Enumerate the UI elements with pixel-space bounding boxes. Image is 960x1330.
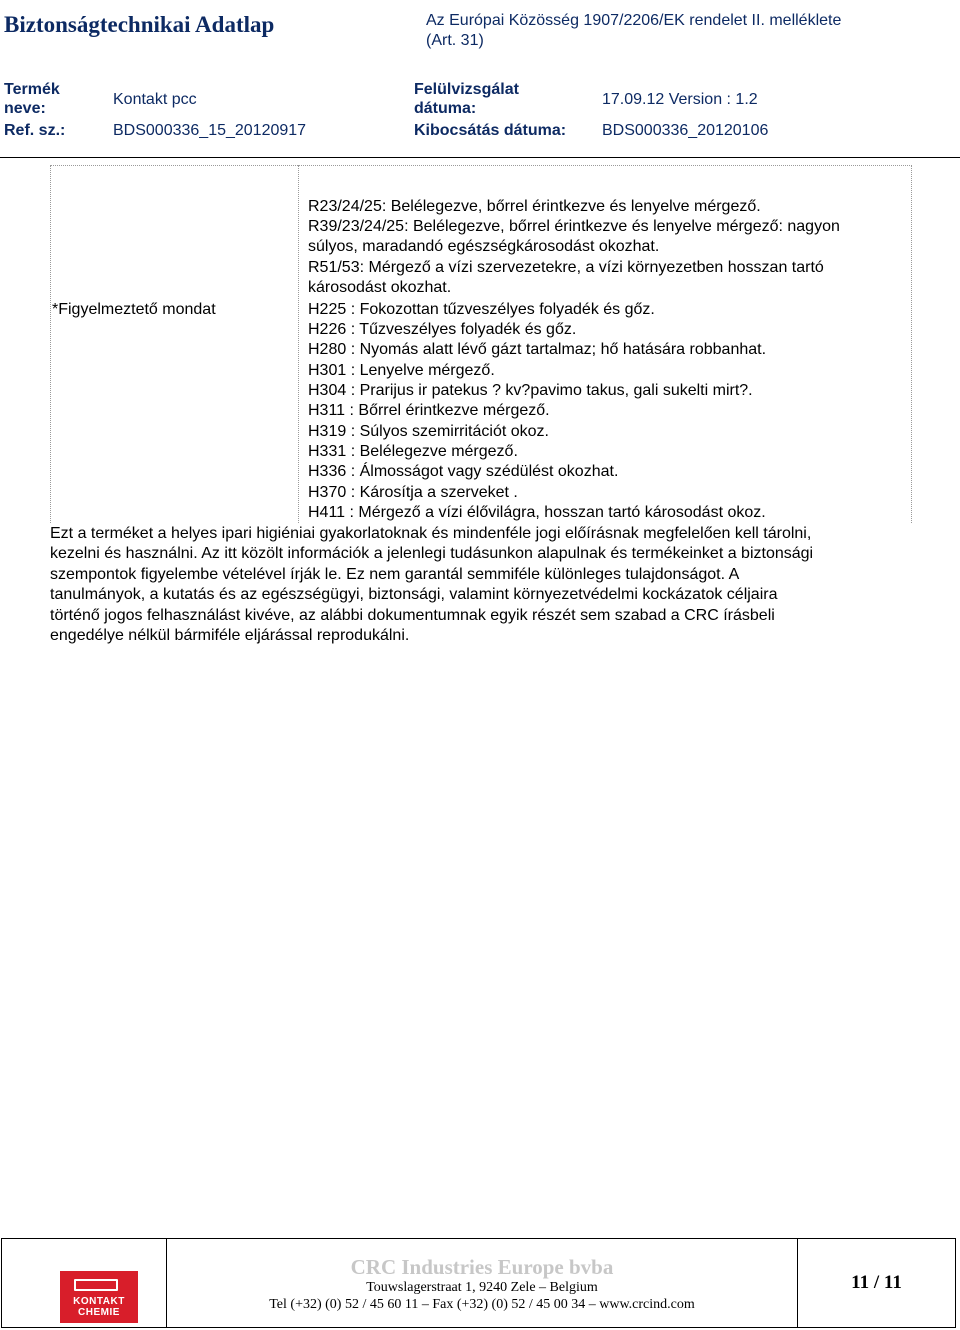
regulation-reference: Az Európai Közösség 1907/2206/EK rendelet II. melléklete (Art. 31) xyxy=(426,12,842,49)
reference-number-label: Ref. sz.: xyxy=(4,122,66,139)
logo-text-line: KONTAKT xyxy=(73,1296,125,1307)
revision-date-label: Felülvizsgálat dátuma: xyxy=(414,81,519,117)
hazard-statement: H226 : Tűzveszélyes folyadék és gőz. xyxy=(308,321,577,338)
table-column-divider xyxy=(298,165,300,523)
hazard-statement-label: *Figyelmeztető mondat xyxy=(52,301,216,318)
hazard-statement: H370 : Károsítja a szerveket . xyxy=(308,484,518,501)
issue-date-value: BDS000336_20120106 xyxy=(602,122,769,139)
hazard-statement: H301 : Lenyelve mérgező. xyxy=(308,362,495,379)
hazard-statement: H311 : Bőrrel érintkezve mérgező. xyxy=(308,402,550,419)
company-name: CRC Industries Europe bvba xyxy=(350,1255,614,1279)
disclaimer-line: engedélye nélkül bármiféle eljárással reprodukálni. xyxy=(50,627,410,645)
logo-mark-icon xyxy=(74,1279,118,1291)
header-divider xyxy=(0,157,960,158)
footer-logo-cell xyxy=(2,1239,167,1327)
disclaimer-line: tanulmányok, a kutatás és az egészségügyi, biztonsági, valamint környezetvédelmi kockázatok céljaira xyxy=(50,586,778,604)
hazard-statement: H319 : Súlyos szemirritációt okoz. xyxy=(308,423,549,440)
product-name-value: Kontakt pcc xyxy=(113,91,197,108)
hazard-statement: H225 : Fokozottan tűzveszélyes folyadék és gőz. xyxy=(308,301,655,318)
document-title: Biztonságtechnikai Adatlap xyxy=(4,12,275,37)
page-number: 11 / 11 xyxy=(851,1272,902,1293)
disclaimer-paragraph xyxy=(50,524,910,646)
issue-date-label: Kibocsátás dátuma: xyxy=(414,122,567,139)
risk-phrase-line: károsodást okozhat. xyxy=(308,279,452,296)
disclaimer-line: szempontok figyelembe vételével írják le. Ez nem garantál semmiféle különleges tulajdonságot. A xyxy=(50,565,740,583)
page-footer xyxy=(1,1238,956,1328)
risk-phrase-line: R23/24/25: Belélegezve, bőrrel érintkezve és lenyelve mérgező. xyxy=(308,198,761,215)
risk-phrase-line: súlyos, maradandó egészségkárosodást okozhat. xyxy=(308,238,660,255)
footer-page-cell xyxy=(798,1239,955,1327)
company-contact: Tel (+32) (0) 52 / 45 60 11 – Fax (+32) (0) 52 / 45 00 34 – www.crcind.com xyxy=(269,1297,695,1312)
footer-company-cell xyxy=(167,1239,798,1327)
risk-phrase-line: R39/23/24/25: Belélegezve, bőrrel érintkezve és lenyelve mérgező: nagyon xyxy=(308,218,840,235)
product-name-label: Termék neve: xyxy=(4,81,60,117)
document-header xyxy=(0,0,960,158)
reference-number-value: BDS000336_15_20120917 xyxy=(113,122,307,139)
disclaimer-line: történő jogos felhasználást kivéve, az alábbi dokumentumnak egyik részét sem szabad a CRC írásbeli xyxy=(50,606,775,624)
risk-phrase-line: R51/53: Mérgező a vízi szervezetekre, a vízi környezetben hosszan tartó xyxy=(308,259,824,276)
disclaimer-line: kezelni és használni. Az itt közölt információk a jelenlegi tudásunkon alapulnak és termékeinket a biztonsági xyxy=(50,545,814,563)
hazard-statement: H411 : Mérgező a vízi élővilágra, hosszan tartó károsodást okoz. xyxy=(308,504,766,521)
logo-text-line: CHEMIE xyxy=(78,1307,120,1318)
hazard-statement: H331 : Belélegezve mérgező. xyxy=(308,443,518,460)
hazard-statement: H304 : Prarijus ir patekus ? kv?pavimo takus, gali sukelti mirt?. xyxy=(308,382,753,399)
hazard-statement: H336 : Álmosságot vagy szédülést okozhat. xyxy=(308,463,619,480)
disclaimer-line: Ezt a terméket a helyes ipari higiéniai gyakorlatoknak és mindenféle jogi előírásnak megfelelően kell tárolni, xyxy=(50,525,812,542)
revision-date-value: 17.09.12 Version : 1.2 xyxy=(602,91,758,108)
kontakt-chemie-logo xyxy=(60,1271,138,1323)
hazard-statement: H280 : Nyomás alatt lévő gázt tartalmaz; hő hatására robbanhat. xyxy=(308,341,767,358)
company-address: Touwslagerstraat 1, 9240 Zele – Belgium xyxy=(366,1280,598,1295)
